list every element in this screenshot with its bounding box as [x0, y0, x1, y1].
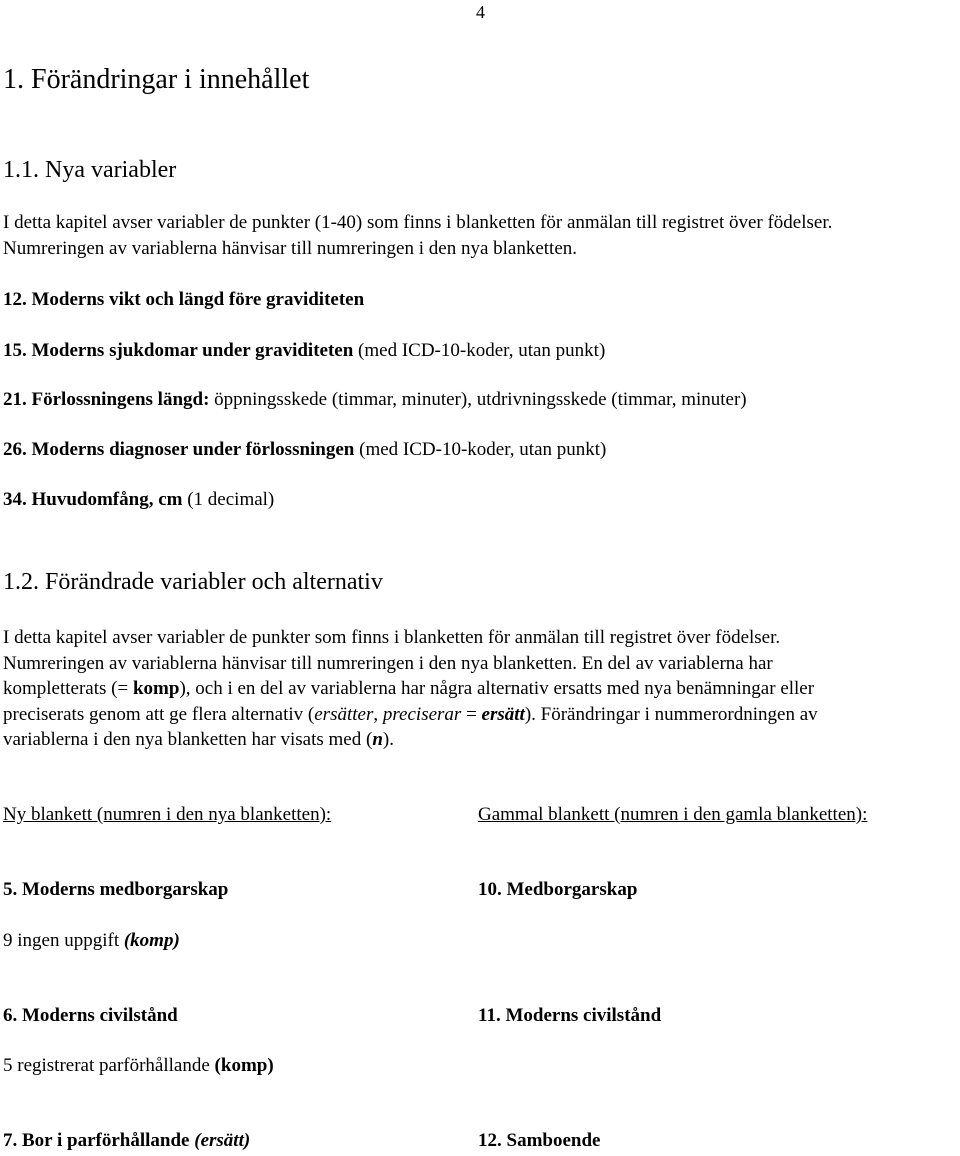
komp-mark: (komp) [214, 1055, 274, 1076]
section-1-2-title: 1.2. Förändrade variabler och alternativ [3, 569, 383, 595]
item-label: 12. Moderns vikt och längd före graviditeten [3, 289, 365, 310]
item-detail: (med ICD-10-koder, utan punkt) [353, 340, 606, 361]
text-run: variablerna i den nya blanketten har visats med ( [3, 729, 373, 750]
section-1-1-title: 1.1. Nya variabler [3, 157, 177, 183]
item-label: 34. Huvudomfång, cm [3, 489, 183, 510]
new-variable-item [3, 338, 605, 364]
new-variable-item [3, 387, 747, 413]
komp-mark: (komp) [123, 930, 180, 951]
item-detail: (1 decimal) [182, 489, 275, 510]
text-run-bold: komp [132, 678, 180, 699]
new-variable-item [3, 287, 364, 313]
new-variable-title: 6. Moderns civilstånd [3, 1005, 178, 1026]
text-run-bold-italic: n [372, 729, 383, 750]
item-label: 21. Förlossningens längd: [3, 389, 210, 410]
item-label: 26. Moderns diagnoser under förlossningen [3, 439, 355, 460]
new-variable-title: 5. Moderns medborgarskap [3, 879, 229, 900]
intro-line: I detta kapitel avser variabler de punkter (1-40) som finns i blanketten för anmälan till registret över födelser. [3, 212, 833, 233]
item-detail: (med ICD-10-koder, utan punkt) [354, 439, 607, 460]
text-run-italic: preciserar [382, 703, 462, 725]
variable-note: 5 registrerat parförhållande (komp) [3, 1055, 274, 1076]
section-1-2-paragraph [3, 625, 958, 753]
old-variable-title: 11. Moderns civilstånd [478, 1005, 662, 1026]
paragraph-line [3, 676, 958, 702]
ersatt-mark: (ersätt) [194, 1130, 251, 1151]
text-run: , [373, 703, 383, 725]
new-variable-item [3, 437, 606, 463]
new-variable-title: 7. Bor i parförhållande (ersätt) [3, 1130, 251, 1151]
item-detail: öppningsskede (timmar, minuter), utdrivningsskede (timmar, minuter) [209, 389, 747, 410]
text-run: = [461, 703, 482, 725]
text-run: ), och i en del av variablerna har några alternativ ersatts med nya benämningar eller [179, 678, 815, 699]
paragraph-line: I detta kapitel avser variabler de punkter som finns i blanketten för anmälan till registret över födelser. [3, 627, 781, 648]
intro-line: Numreringen av variablerna hänvisar till numreringen i den nya blanketten. [3, 237, 578, 259]
text-run: kompletterats (= [3, 678, 133, 699]
page-number: 4 [476, 2, 485, 22]
new-variable-item [3, 487, 274, 513]
main-heading: 1. Förändringar i innehållet [3, 64, 310, 95]
text-run: ). [382, 729, 394, 750]
old-variable-title: 10. Medborgarskap [478, 879, 638, 900]
text-run: preciserats genom att ge flera alternativ ( [3, 703, 315, 725]
paragraph-line: Numreringen av variablerna hänvisar till numreringen i den nya blanketten. En del av variablerna har [3, 652, 773, 674]
text-run-bold-italic: ersätt [481, 703, 525, 725]
text-run: ). Förändringar i nummerordningen av [524, 703, 818, 725]
item-label: 15. Moderns sjukdomar under graviditeten [3, 340, 354, 361]
section-1-1-intro [3, 210, 958, 261]
old-form-header: Gammal blankett (numren i den gamla blanketten): [478, 804, 868, 825]
text-run-italic: ersätter [314, 703, 374, 725]
paragraph-line [3, 727, 958, 753]
new-form-header: Ny blankett (numren i den nya blanketten): [3, 804, 332, 825]
variable-note: 9 ingen uppgift (komp) [3, 930, 180, 951]
paragraph-line [3, 702, 958, 728]
old-variable-title: 12. Samboende [478, 1130, 601, 1151]
